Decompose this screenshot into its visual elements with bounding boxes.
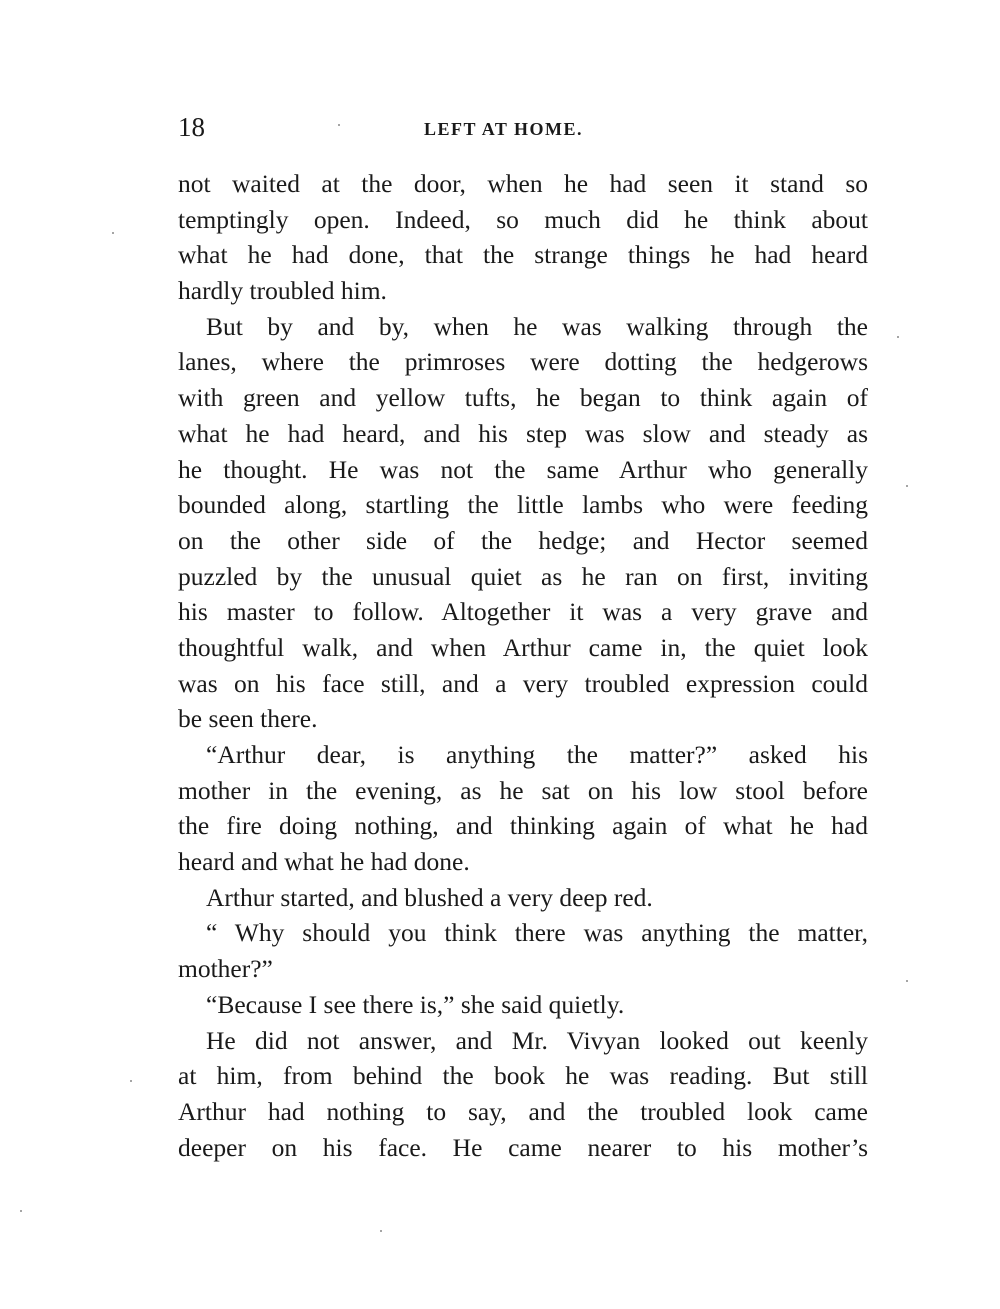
text-line: Arthur had nothing to say, and the troubled look came xyxy=(178,1096,868,1126)
print-speck xyxy=(380,1230,382,1232)
text-line: bounded along, startling the little lambs who were feeding xyxy=(178,490,868,520)
text-line: But by and by, when he was walking through the xyxy=(206,311,868,341)
text-line: be seen there. xyxy=(178,704,318,734)
text-line: with green and yellow tufts, he began to think again of xyxy=(178,383,868,413)
print-speck xyxy=(20,1210,22,1212)
text-line: “ Why should you think there was anything the matter, xyxy=(206,918,868,948)
text-line: “Arthur dear, is anything the matter?” asked his xyxy=(206,740,868,769)
running-head: LEFT AT HOME. xyxy=(424,119,584,139)
print-speck xyxy=(906,485,908,487)
text-line: on the other side of the hedge; and Hector seemed xyxy=(178,525,868,555)
body-text xyxy=(178,166,868,1165)
text-line: what he had done, that the strange things he had heard xyxy=(178,240,868,270)
print-speck xyxy=(906,980,908,982)
page-number: 18 xyxy=(178,112,205,142)
text-line: temptingly open. Indeed, so much did he think about xyxy=(178,204,868,234)
text-line: hardly troubled him. xyxy=(178,276,387,306)
text-line: Arthur started, and blushed a very deep red. xyxy=(206,882,653,912)
text-line: lanes, where the primroses were dotting the hedgerows xyxy=(178,347,868,377)
text-line: puzzled by the unusual quiet as he ran on first, inviting xyxy=(178,561,868,591)
text-line: what he had heard, and his step was slow and steady as xyxy=(178,418,868,448)
text-line: his master to follow. Altogether it was a very grave and xyxy=(178,597,868,627)
text-line: he thought. He was not the same Arthur who generally xyxy=(178,454,868,484)
text-line: thoughtful walk, and when Arthur came in, the quiet look xyxy=(178,632,868,662)
text-line: was on his face still, and a very troubled expression could xyxy=(178,668,868,698)
print-speck xyxy=(112,232,114,234)
print-speck xyxy=(130,1080,132,1082)
text-line: not waited at the door, when he had seen it stand so xyxy=(178,169,868,198)
text-line: mother?” xyxy=(178,954,273,984)
page-header xyxy=(178,112,868,152)
text-line: “Because I see there is,” she said quietly. xyxy=(206,989,625,1019)
print-speck xyxy=(897,336,899,338)
text-line: the fire doing nothing, and thinking again of what he had xyxy=(178,811,868,841)
text-line: heard and what he had done. xyxy=(178,847,470,877)
text-line: mother in the evening, as he sat on his low stool before xyxy=(178,775,868,805)
text-line: He did not answer, and Mr. Vivyan looked out keenly xyxy=(206,1025,868,1055)
text-line: deeper on his face. He came nearer to his mother’s xyxy=(178,1132,868,1162)
text-line: at him, from behind the book he was reading. But still xyxy=(178,1061,868,1091)
print-speck xyxy=(338,124,340,126)
